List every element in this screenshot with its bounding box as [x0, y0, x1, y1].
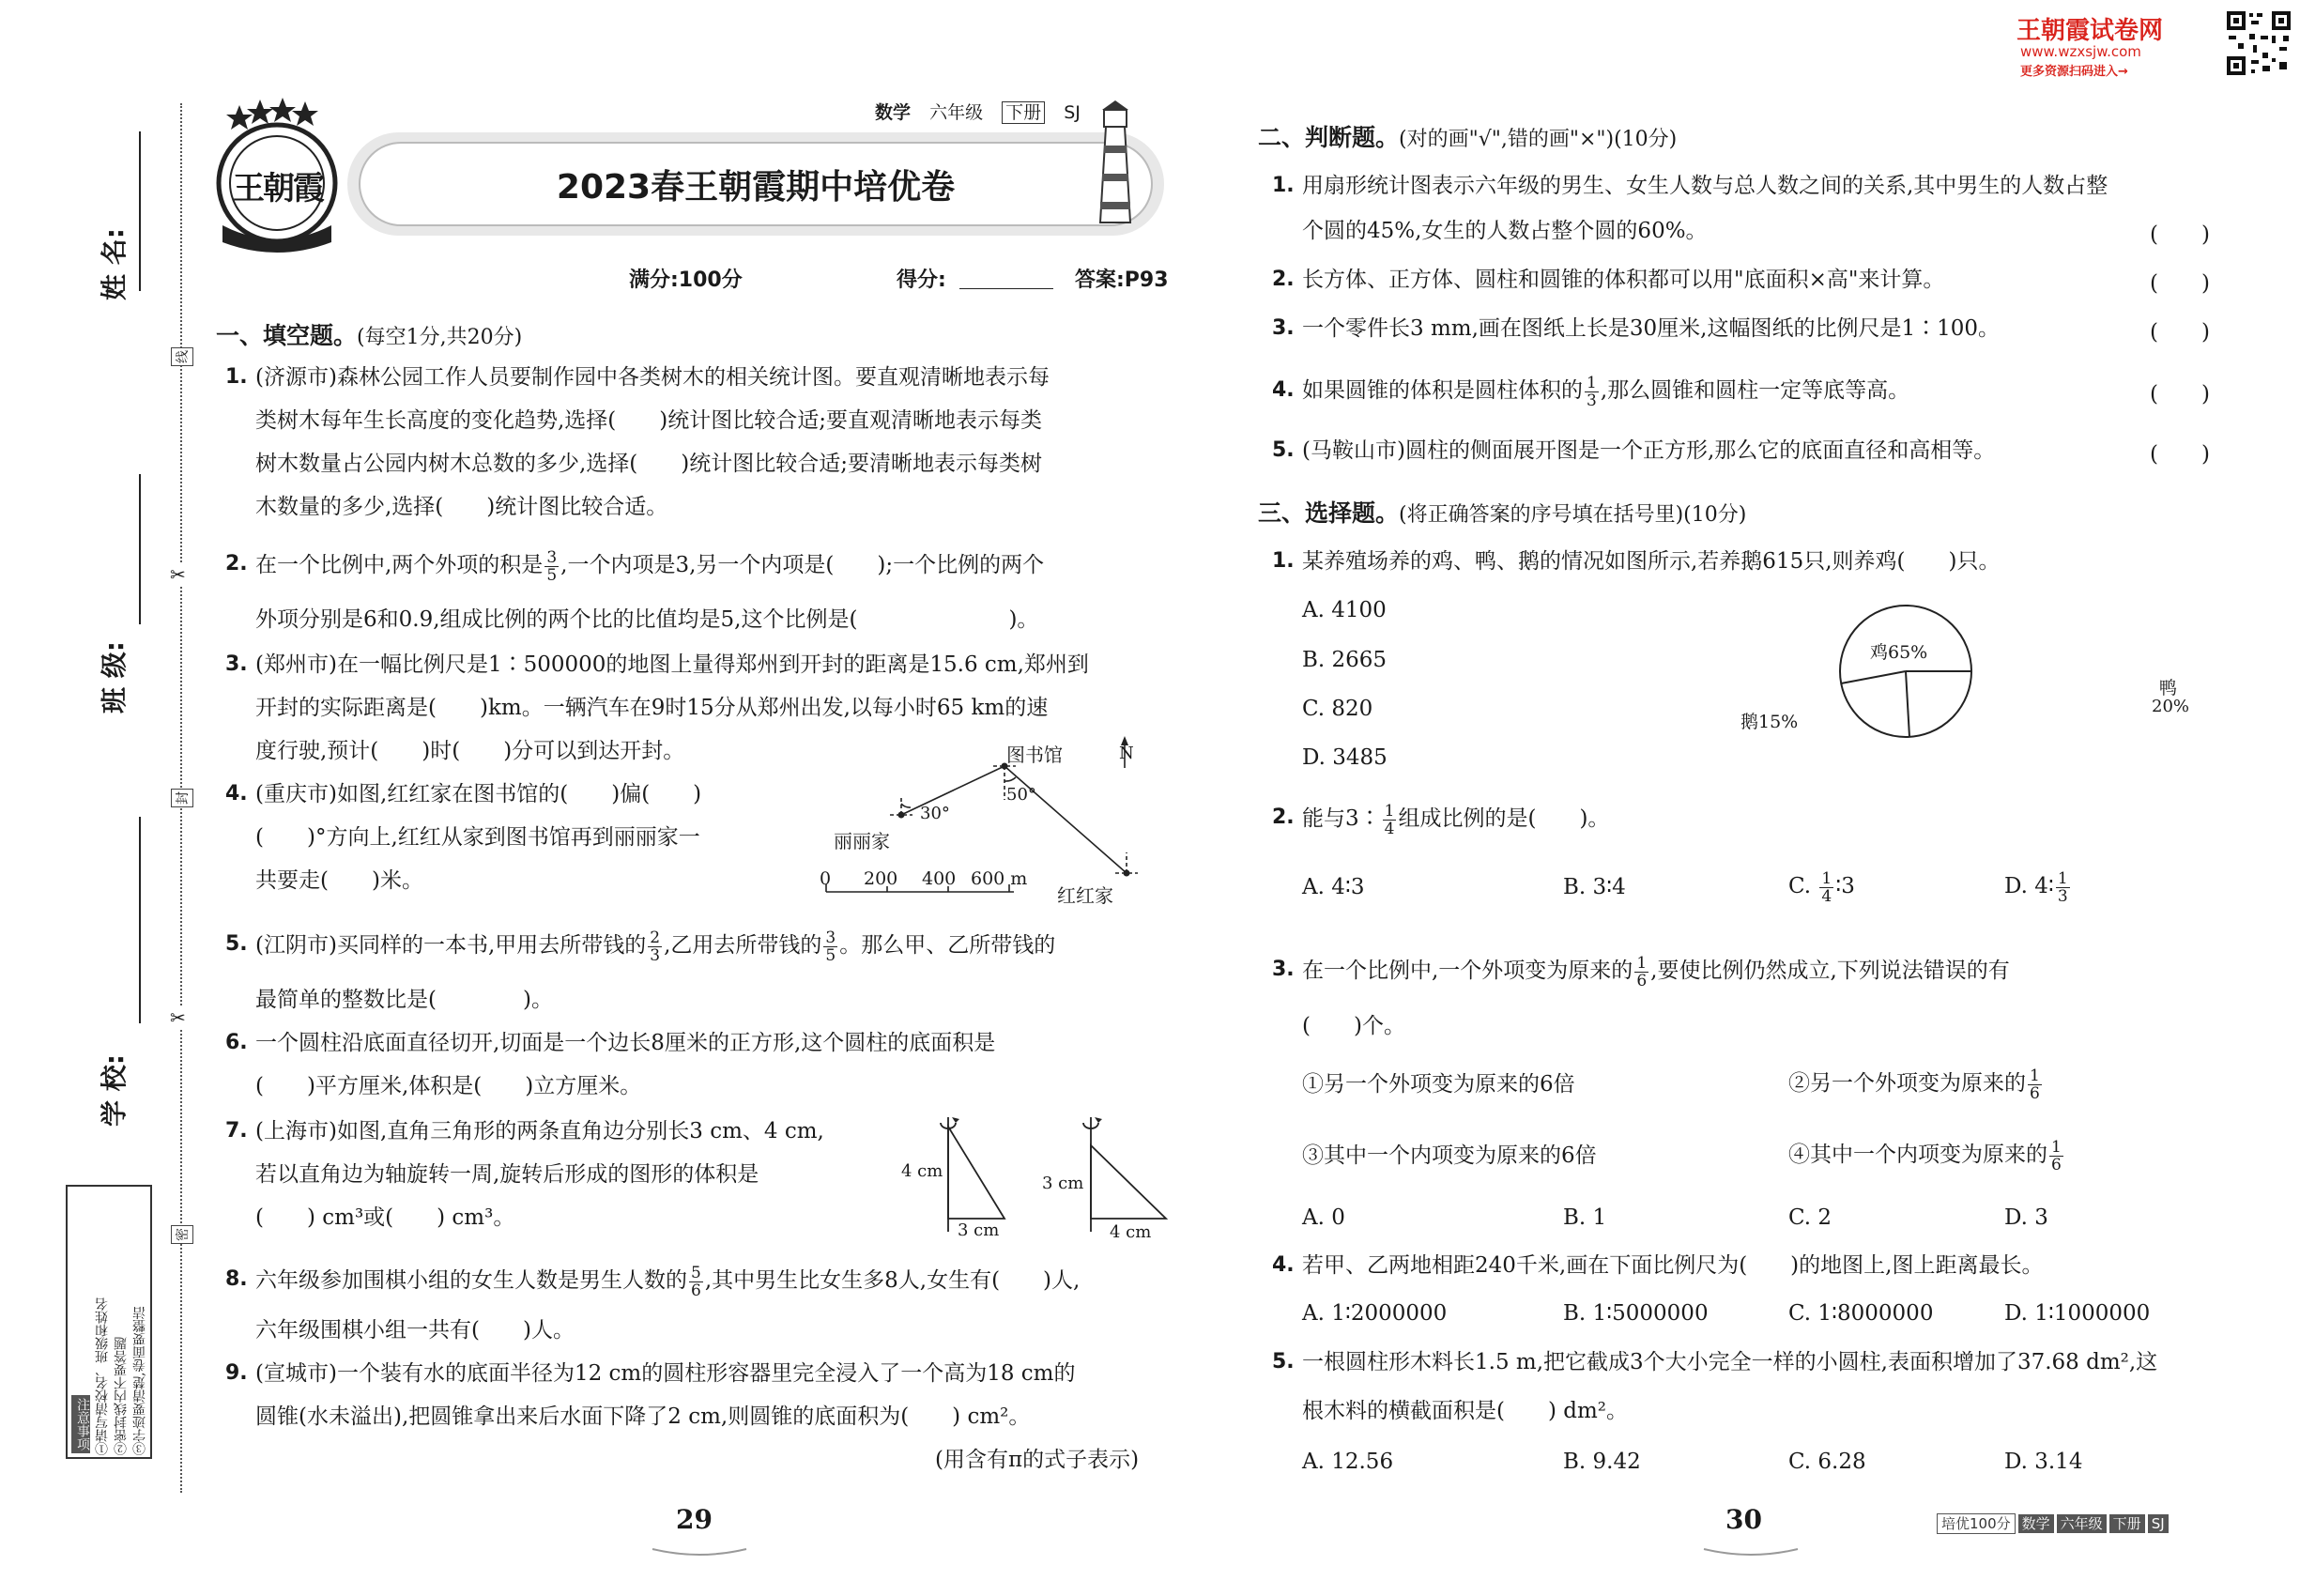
c5-option-b[interactable]: B. 9.42 [1563, 1450, 1641, 1474]
right-page [1183, 0, 2300, 1596]
q7-line-2: 若以直角边为轴旋转一周,旋转后形成的图形的体积是 [255, 1162, 759, 1187]
q5-fraction-2: $\frac{3}{5}$ [825, 928, 836, 965]
q4-number: 4. [225, 782, 248, 806]
q7-t2-base: 4 cm [1110, 1222, 1152, 1242]
cut-mark-3: 密 [171, 1225, 193, 1244]
q1-line-4: 木数量的多少,选择( )统计图比较合适。 [255, 495, 668, 519]
pie-goose-label: 鹅15% [1740, 712, 1799, 732]
c3-statement-1: ①另一个外项变为原来的6倍 [1302, 1072, 1575, 1097]
q5-fraction-1: $\frac{2}{3}$ [650, 928, 661, 965]
grade: 六年级 [929, 102, 984, 123]
pie-chicken-label: 鸡65% [1870, 642, 1928, 663]
q2-line-2: 外项分别是6和0.9,组成比例的两个比的比值均是5,这个比例是( )。 [255, 607, 1039, 632]
q9-number: 9. [225, 1361, 248, 1385]
c2-option-c[interactable]: C. $\frac{1}{4}$ ∶3 [1788, 868, 1855, 906]
q7-line-1: (上海市)如图,直角三角形的两条直角边分别长3 cm、4 cm, [255, 1119, 824, 1143]
q8-number: 8. [225, 1267, 248, 1291]
q8-line-1: 六年级参加围棋小组的女生人数是男生人数的 $\frac{5}{6}$ ,其中男生比女生多8人,女生有( )人, [255, 1263, 1081, 1300]
j4-answer[interactable]: ( ) [2150, 382, 2210, 407]
j1-line-1: 用扇形统计图表示六年级的男生、女生人数与总人数之间的关系,其中男生的人数占整 [1302, 174, 2108, 198]
q3-line-2: 开封的实际距离是( )km。一辆汽车在9时15分从郑州出发,以每小时65 km的速 [255, 696, 1049, 720]
q3-line-1: (郑州市)在一幅比例尺是1∶500000的地图上量得郑州到开封的距离是15.6 cm,郑州到 [255, 652, 1089, 677]
j4-fraction: $\frac{1}{3}$ [1587, 373, 1597, 410]
answer-ref: 答案:P93 [1075, 269, 1169, 292]
q9-note: (用含有π的式子表示) [935, 1448, 1140, 1472]
section3-title: 三、选择题。(将正确答案的序号填在括号里)(10分) [1258, 499, 1747, 527]
c3-option-d[interactable]: D. 3 [2004, 1205, 2048, 1230]
q4-scale-400: 400 [922, 868, 957, 889]
j1-line-2: 个圆的45%,女生的人数占整个圆的60%。 [1302, 219, 1708, 243]
pie-duck-pct: 20% [2152, 697, 2190, 716]
q9-line-2: 圆锥(水未溢出),把圆锥拿出来后水面下降了2 cm,则圆锥的底面积为( ) cm²。 [255, 1404, 1031, 1429]
c4-option-d[interactable]: D. 1∶1000000 [2004, 1301, 2151, 1326]
j1-answer[interactable]: ( ) [2150, 223, 2210, 247]
c3-line-2: ( )个。 [1302, 1014, 1405, 1038]
c3-text: 在一个比例中,一个外项变为原来的 $\frac{1}{6}$ ,要使比例仍然成立,下列说法错误的有 [1302, 953, 2010, 990]
section3-note: (将正确答案的序号填在括号里)(10分) [1399, 503, 1747, 527]
q5-line-2: 最简单的整数比是( )。 [255, 988, 553, 1012]
page-number-right: 30 [1725, 1504, 1762, 1535]
q1-line-2: 类树木每年生长高度的变化趋势,选择( )统计图比较合适;要直观清晰地表示每类 [255, 408, 1043, 433]
q1-line-1: (济源市)森林公园工作人员要制作园中各类树木的相关统计图。要直观清晰地表示每 [255, 365, 1050, 390]
q2-number: 2. [225, 552, 248, 575]
q4-lili-label: 丽丽家 [834, 830, 890, 852]
volume: 下册 [1002, 101, 1045, 124]
c3-option-b[interactable]: B. 1 [1563, 1205, 1607, 1230]
c5-line-2: 根木料的横截面积是( ) dm²。 [1302, 1399, 1629, 1423]
notice-item-2: ②密封线内不要答题 [114, 1337, 129, 1455]
footer-tag-edition: SJ [2148, 1514, 2169, 1533]
j3-text: 一个零件长3 mm,画在图纸上长是30厘米,这幅图纸的比例尺是1∶100。 [1302, 316, 2000, 341]
q4-angle-50: 50° [1006, 785, 1036, 805]
page-flourish-left [648, 1540, 751, 1558]
section2-title: 二、判断题。(对的画"√",错的画"×")(10分) [1258, 124, 1678, 151]
section1-note: (每空1分,共20分) [357, 326, 523, 349]
logo-text: 王朝霞 [233, 170, 323, 207]
q6-line-1: 一个圆柱沿底面直径切开,切面是一个边长8厘米的正方形,这个圆柱的底面积是 [255, 1031, 996, 1055]
c1-option-a[interactable]: A. 4100 [1302, 598, 1387, 622]
c2-option-a[interactable]: A. 4∶3 [1302, 875, 1365, 899]
footer-tag-grade: 六年级 [2057, 1514, 2107, 1533]
q2-line-1: 在一个比例中,两个外项的积是 $\frac{3}{5}$ ,一个内项是3,另一个内项是( );一个比例的两个 [255, 547, 1045, 585]
q4-line-3: 共要走( )米。 [255, 868, 423, 893]
c1-option-c[interactable]: C. 820 [1302, 697, 1373, 721]
brand-tagline: 更多资源扫码进入→ [2020, 65, 2128, 79]
c2-option-d[interactable]: D. 4∶ $\frac{1}{3}$ [2004, 868, 2068, 906]
pie-duck-label: 鸭 [2159, 678, 2178, 698]
q3-line-3: 度行驶,预计( )时( )分可以到达开封。 [255, 739, 685, 763]
c4-text: 若甲、乙两地相距240千米,画在下面比例尺为( )的地图上,图上距离最长。 [1302, 1253, 2044, 1278]
student-name-label: 姓 名: [99, 228, 130, 300]
exam-title: 2023春王朝霞期中培优卷 [556, 168, 956, 207]
footer-tags [1934, 1510, 2169, 1534]
q9-line-1: (宣城市)一个装有水的底面半径为12 cm的圆柱形容器里完全浸入了一个高为18 cm的 [255, 1361, 1076, 1386]
j1-number: 1. [1272, 174, 1295, 197]
q6-number: 6. [225, 1031, 248, 1054]
section2-note: (对的画"√",错的画"×")(10分) [1399, 128, 1678, 151]
q4-scale-600: 600 m [971, 868, 1028, 889]
c3-statement-2: ②另一个外项变为原来的 $\frac{1}{6}$ [1788, 1066, 2040, 1103]
q4-scale-0: 0 [820, 868, 832, 889]
c4-option-a[interactable]: A. 1∶2000000 [1302, 1301, 1448, 1326]
c5-option-c[interactable]: C. 6.28 [1788, 1450, 1866, 1474]
c2-number: 2. [1272, 806, 1295, 829]
j5-text: (马鞍山市)圆柱的侧面展开图是一个正方形,那么它的底面直径和高相等。 [1302, 438, 1996, 463]
c5-number: 5. [1272, 1350, 1295, 1373]
scissor-icon: ✂ [170, 1006, 186, 1029]
q7-t1-side: 4 cm [901, 1161, 943, 1181]
q8-line-2: 六年级围棋小组一共有( )人。 [255, 1318, 575, 1343]
c3-number: 3. [1272, 958, 1295, 981]
cut-mark-1: 线 [171, 347, 193, 366]
c3-statement-3: ③其中一个内项变为原来的6倍 [1302, 1143, 1597, 1168]
edition: SJ [1064, 102, 1081, 123]
subject: 数学 [875, 102, 912, 123]
c5-option-a[interactable]: A. 12.56 [1302, 1450, 1394, 1474]
score-label: 得分: [897, 269, 946, 292]
c3-statement-4: ④其中一个内项变为原来的 $\frac{1}{6}$ [1788, 1137, 2062, 1174]
c5-line-1: 一根圆柱形木料长1.5 m,把它截成3个大小完全一样的小圆柱,表面积增加了37.68 dm²,这 [1302, 1350, 2158, 1374]
q7-t1-base: 3 cm [958, 1220, 1000, 1240]
q7-t2-side: 3 cm [1042, 1174, 1084, 1193]
q4-library-label: 图书馆 [1006, 744, 1063, 766]
c2-option-b[interactable]: B. 3∶4 [1563, 875, 1626, 899]
brand-url: www.wzxsjw.com [2020, 43, 2141, 60]
notice-item-1: ①请写清校名、班级和姓名 [95, 1297, 110, 1455]
c1-pie-chart [1821, 601, 1990, 742]
page-flourish-right [1699, 1540, 1802, 1558]
q8-fraction: $\frac{5}{6}$ [691, 1263, 701, 1300]
q4-line-2: ( )°方向上,红红从家到图书馆再到丽丽家一 [255, 825, 700, 850]
scissor-icon: ✂ [170, 563, 186, 586]
c1-option-d[interactable]: D. 3485 [1302, 745, 1388, 770]
c3-fraction: $\frac{1}{6}$ [1636, 953, 1648, 990]
c3-option-c[interactable]: C. 2 [1788, 1205, 1832, 1230]
page-number-left: 29 [676, 1504, 713, 1535]
c3-option-a[interactable]: A. 0 [1302, 1205, 1345, 1230]
q1-line-3: 树木数量占公园内树木总数的多少,选择( )统计图比较合适;要清晰地表示每类树 [255, 452, 1043, 476]
c1-text: 某养殖场养的鸡、鸭、鹅的情况如图所示,若养鹅615只,则养鸡( )只。 [1302, 549, 2001, 574]
footer-tag-series: 培优100分 [1937, 1513, 2016, 1534]
c1-number: 1. [1272, 549, 1295, 573]
j3-number: 3. [1272, 316, 1295, 340]
q4-honghong-label: 红红家 [1057, 884, 1113, 907]
j2-answer[interactable]: ( ) [2150, 271, 2210, 296]
q4-line-1: (重庆市)如图,红红家在图书馆的( )偏( ) [255, 782, 702, 806]
brand-name: 王朝霞试卷网 [2016, 17, 2164, 45]
c2-fraction: $\frac{1}{4}$ [1384, 801, 1395, 838]
j5-answer[interactable]: ( ) [2150, 442, 2210, 467]
q7-number: 7. [225, 1119, 248, 1143]
q6-line-2: ( )平方厘米,体积是( )立方厘米。 [255, 1074, 642, 1098]
j5-number: 5. [1272, 438, 1295, 462]
q3-number: 3. [225, 652, 248, 676]
c4-number: 4. [1272, 1253, 1295, 1277]
score-total: 满分:100分 [629, 269, 743, 292]
q4-north-label: N [1119, 744, 1134, 763]
q4-angle-30: 30° [920, 804, 950, 823]
j2-number: 2. [1272, 268, 1295, 291]
class-label: 班 级: [99, 641, 130, 714]
q7-line-3: ( ) cm³或( ) cm³。 [255, 1205, 515, 1230]
c4-option-c[interactable]: C. 1∶8000000 [1788, 1301, 1934, 1326]
c1-option-b[interactable]: B. 2665 [1302, 648, 1388, 672]
j4-number: 4. [1272, 378, 1295, 402]
c4-option-b[interactable]: B. 1∶5000000 [1563, 1301, 1709, 1326]
c2-text: 能与3∶ $\frac{1}{4}$ 组成比例的是( )。 [1302, 801, 1610, 838]
j4-text: 如果圆锥的体积是圆柱体积的 $\frac{1}{3}$ ,那么圆锥和圆柱一定等底等高。 [1302, 373, 1910, 410]
cut-mark-2: 封 [171, 789, 193, 807]
footer-tag-volume: 下册 [2109, 1514, 2145, 1533]
q5-number: 5. [225, 932, 248, 956]
q4-scale-200: 200 [864, 868, 898, 889]
q5-line-1: (江阴市)买同样的一本书,甲用去所带钱的 $\frac{2}{3}$ ,乙用去所带钱的 $\frac{3}{5}$ 。那么甲、乙所带钱的 [255, 928, 1056, 965]
notice-title: 注意事项 [71, 1395, 90, 1453]
j2-text: 长方体、正方体、圆柱和圆锥的体积都可以用"底面积×高"来计算。 [1302, 268, 1945, 292]
section1-title: 一、填空题。(每空1分,共20分) [216, 322, 523, 349]
j3-answer[interactable]: ( ) [2150, 320, 2210, 345]
q2-fraction: $\frac{3}{5}$ [546, 547, 558, 585]
school-label: 学 校: [99, 1054, 130, 1127]
notice-item-3: ③字迹要清楚,卷面要整洁 [132, 1306, 147, 1455]
q1-number: 1. [225, 365, 248, 389]
c5-option-d[interactable]: D. 3.14 [2004, 1450, 2083, 1474]
footer-tag-subject: 数学 [2018, 1514, 2054, 1533]
